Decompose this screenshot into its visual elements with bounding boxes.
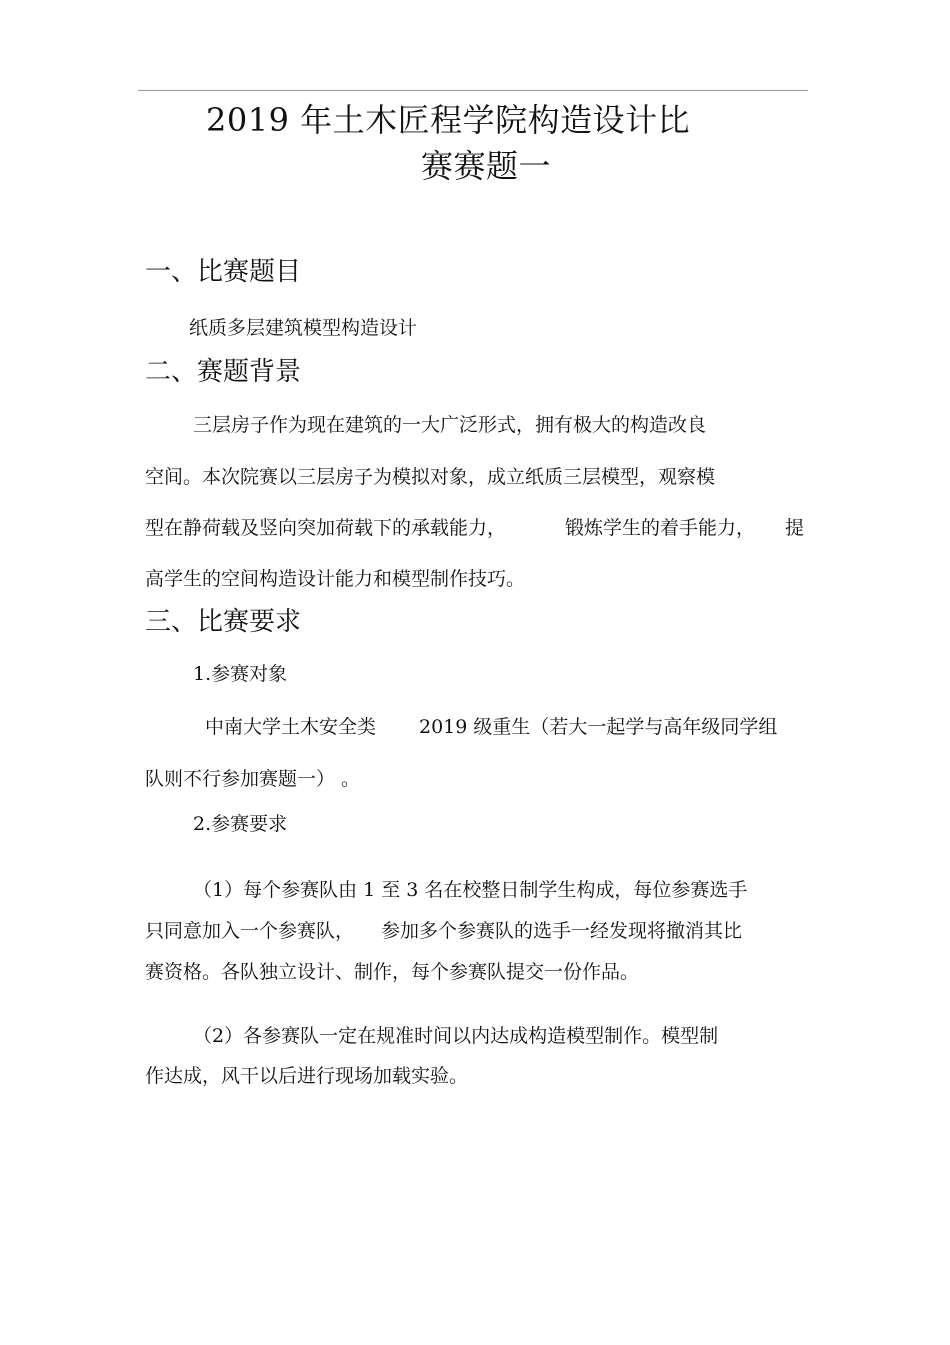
requirement-1-line-3: 赛资格。各队独立设计、制作，每个参赛队提交一份作品。 — [145, 961, 640, 983]
section-heading-competition-topic: 一、比赛题目 — [145, 257, 302, 287]
page-header-rule — [138, 90, 808, 91]
background-paragraph-line-4: 高学生的空间构造设计能力和模型制作技巧。 — [145, 568, 526, 590]
participants-paragraph-line-2: 队则不行参加赛题一） 。 — [145, 768, 361, 790]
participants-line-1-segment-1: 中南大学土木安全类 — [205, 716, 377, 738]
section-heading-requirements: 三、比赛要求 — [145, 607, 302, 637]
background-paragraph-line-2: 空间。本次院赛以三层房子为模拟对象，成立纸质三层模型，观察模 — [145, 466, 716, 488]
participants-line-1-segment-2: 2019 级重生（若大一起学与高年级同学组 — [419, 716, 778, 738]
background-line-3-segment-2: 锻炼学生的着手能力， — [565, 517, 756, 539]
competition-topic-text: 纸质多层建筑模型构造设计 — [189, 317, 418, 339]
participants-paragraph-line-1 — [205, 713, 805, 741]
background-paragraph-line-1: 三层房子作为现在建筑的一大广泛形式，拥有极大的构造改良 — [193, 414, 707, 436]
subsection-label-participants: 1.参赛对象 — [193, 663, 288, 685]
requirement-1-line-2-segment-2: 参加多个参赛队的选手一经发现将撤消其比 — [381, 920, 743, 942]
background-line-3-segment-3: 提 — [785, 517, 805, 539]
document-title-line-2: 赛赛题一 — [421, 147, 552, 185]
requirement-1-line-2-segment-1: 只同意加入一个参赛队， — [145, 920, 355, 942]
background-paragraph-line-3 — [145, 514, 810, 542]
subsection-label-entry-requirements: 2.参赛要求 — [193, 813, 288, 835]
requirement-2-line-1: （2）各参赛队一定在规准时间以内达成构造模型制作。模型制 — [193, 1025, 719, 1047]
requirement-1-line-1: （1）每个参赛队由 1 至 3 名在校整日制学生构成，每位参赛选手 — [193, 879, 748, 901]
section-heading-background: 二、赛题背景 — [145, 357, 302, 387]
requirement-2-line-2: 作达成，风干以后进行现场加载实验。 — [145, 1065, 469, 1087]
document-title-line-1: 2019 年土木匠程学院构造设计比 — [206, 101, 691, 139]
background-line-3-segment-1: 型在静荷载及竖向突加荷载下的承载能力， — [145, 517, 507, 539]
requirement-1-line-2 — [145, 917, 785, 945]
